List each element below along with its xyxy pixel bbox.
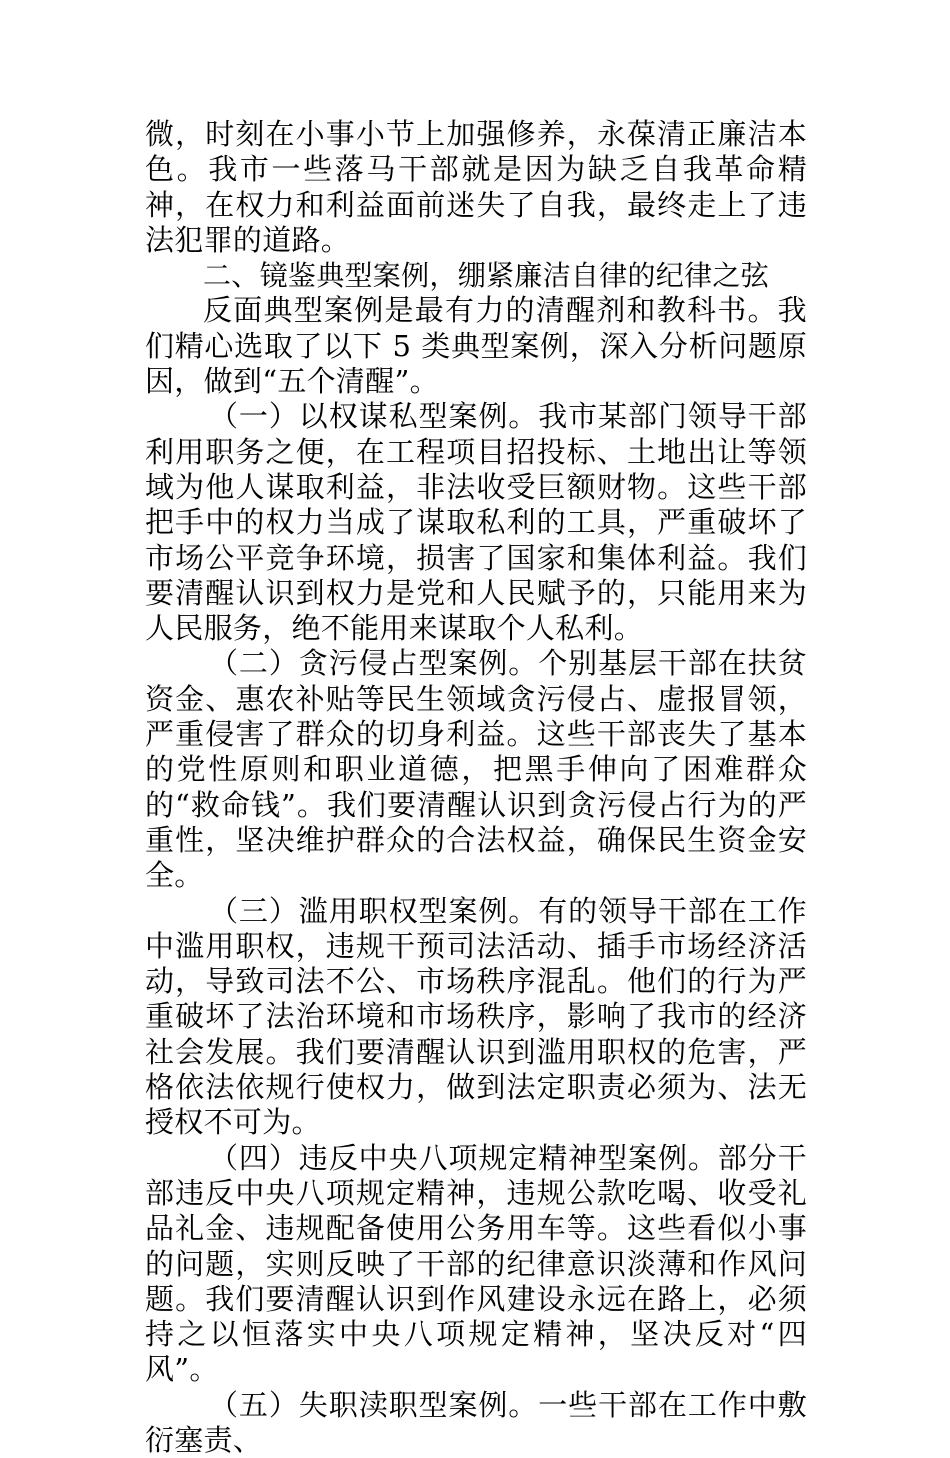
case-paragraph-1: （一）以权谋私型案例。我市某部门领导干部利用职务之便，在工程项目招投标、土地出让等领域为他人谋取利益，非法收受巨额财物。这些干部把手中的权力当成了谋取私利的工具，严重破坏了市场公平竞争环境，损害了国家和集体利益。我们要清醒认识到权力是党和人民赋予的，只能用来为人民服务，绝不能用来谋取个人私利。 <box>145 399 807 646</box>
intro-continuation-paragraph: 微，时刻在小事小节上加强修养，永葆清正廉洁本色。我市一些落马干部就是因为缺乏自我革命精神，在权力和利益面前迷失了自我，最终走上了违法犯罪的道路。 <box>145 117 807 257</box>
case-paragraph-5: （五）失职渎职型案例。一些干部在工作中敷衍塞责、 <box>145 1387 807 1457</box>
document-body <box>145 117 807 1458</box>
case-paragraph-3: （三）滥用职权型案例。有的领导干部在工作中滥用职权，违规干预司法活动、插手市场经济活动，导致司法不公、市场秩序混乱。他们的行为严重破坏了法治环境和市场秩序，影响了我市的经济社会发展。我们要清醒认识到滥用职权的危害，严格依法依规行使权力，做到法定职责必须为、法无授权不可为。 <box>145 893 807 1140</box>
section-intro-paragraph: 反面典型案例是最有力的清醒剂和教科书。我们精心选取了以下 5 类典型案例，深入分析问题原因，做到“五个清醒”。 <box>145 293 807 399</box>
section-heading: 二、镜鉴典型案例，绷紧廉洁自律的纪律之弦 <box>203 259 770 293</box>
case-paragraph-2: （二）贪污侵占型案例。个别基层干部在扶贫资金、惠农补贴等民生领域贪污侵占、虚报冒领，严重侵害了群众的切身利益。这些干部丧失了基本的党性原则和职业道德，把黑手伸向了困难群众的“救命钱”。我们要清醒认识到贪污侵占行为的严重性，坚决维护群众的合法权益，确保民生资金安全。 <box>145 646 807 893</box>
case-paragraph-4: （四）违反中央八项规定精神型案例。部分干部违反中央八项规定精神，违规公款吃喝、收受礼品礼金、违规配备使用公务用车等。这些看似小事的问题，实则反映了干部的纪律意识淡薄和作风问题。我们要清醒认识到作风建设永远在路上，必须持之以恒落实中央八项规定精神，坚决反对“四风”。 <box>145 1140 807 1387</box>
